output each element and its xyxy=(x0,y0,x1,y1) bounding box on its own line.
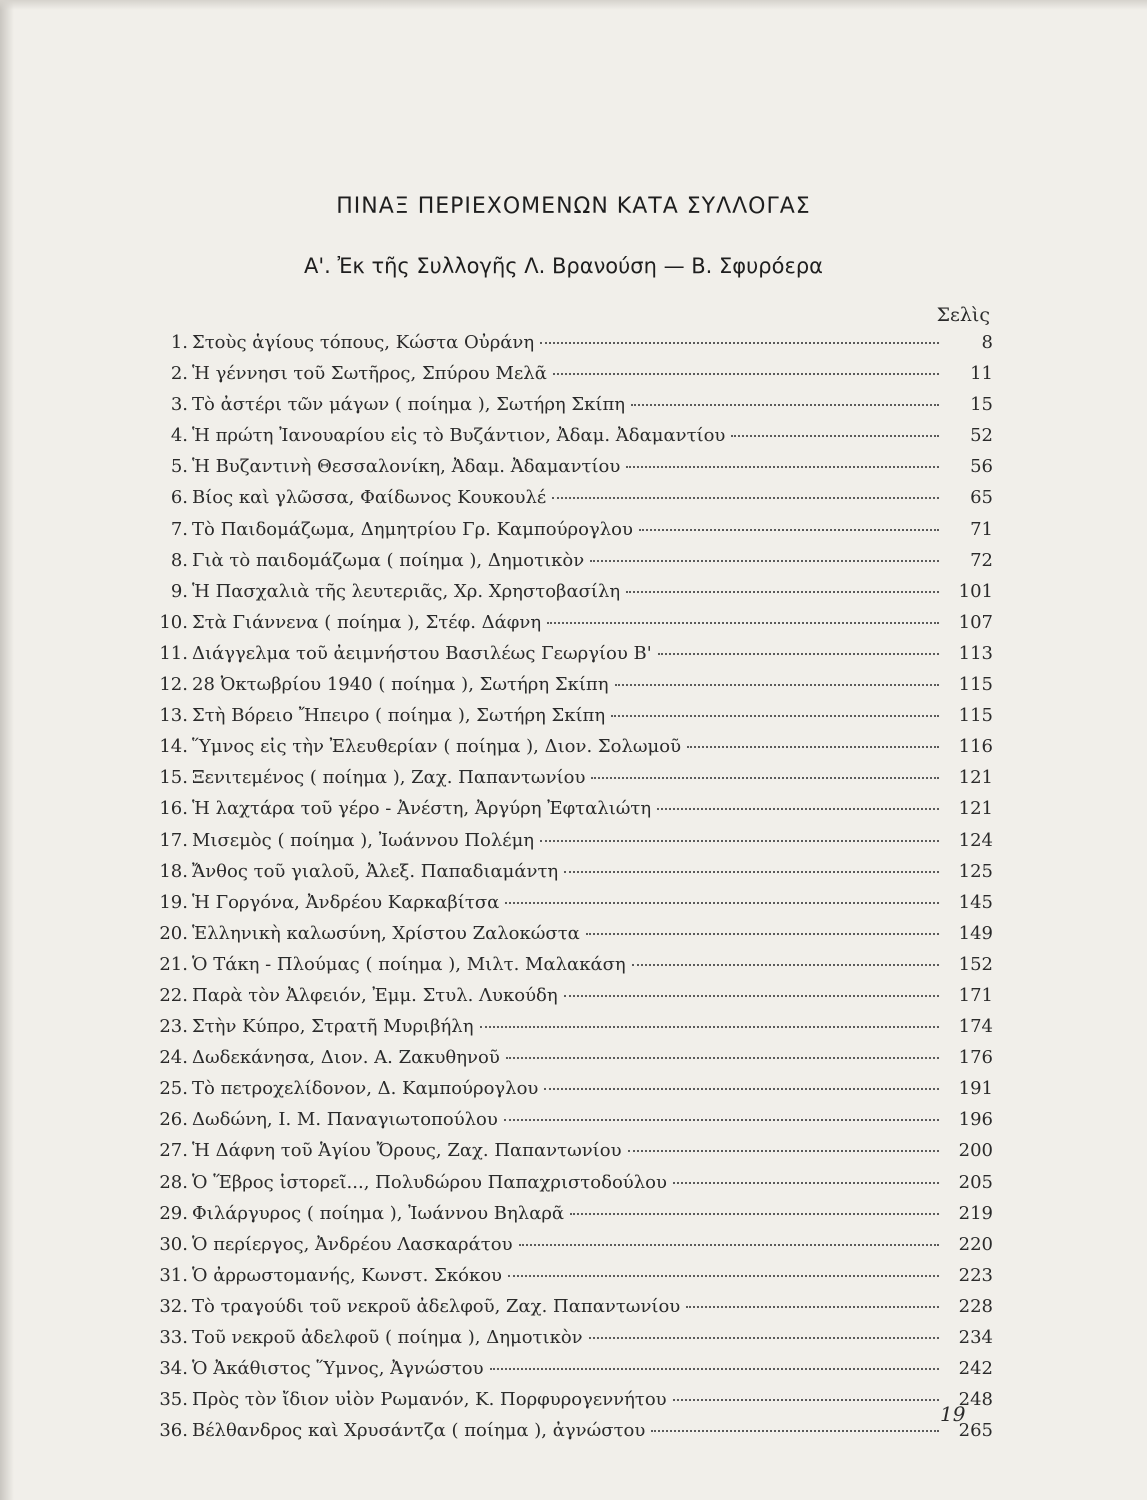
toc-entry-number: 14. xyxy=(159,736,188,758)
toc-entry-page: 265 xyxy=(958,1420,993,1442)
toc-entry-number: 33. xyxy=(159,1327,188,1348)
dot-leader xyxy=(686,1306,939,1308)
page-column-label: Σελὶς xyxy=(936,304,990,326)
toc-entry-number: 1. xyxy=(170,332,188,353)
toc-entry-title: Ὁ ἀρρωστομανής, Κωνστ. Σκόκου xyxy=(192,1264,502,1286)
toc-entry-number: 10. xyxy=(159,611,188,633)
toc-entry-page: 176 xyxy=(958,1047,993,1069)
toc-entry xyxy=(148,425,993,456)
toc-entry xyxy=(148,736,993,767)
toc-entry-number: 22. xyxy=(159,984,188,1006)
toc-entry-number: 15. xyxy=(159,767,188,789)
toc-entry xyxy=(148,1203,993,1234)
toc-entry-number: 29. xyxy=(159,1202,188,1224)
page-number: 19 xyxy=(940,1402,966,1426)
toc-entry-page: 145 xyxy=(958,891,993,913)
toc-entry-title: Γιὰ τὸ παιδομάζωμα ( ποίημα ), Δημοτικὸν xyxy=(192,549,585,571)
toc-entry-number: 36. xyxy=(159,1420,188,1442)
toc-entry-number: 3. xyxy=(170,394,188,416)
toc-entry-page: 115 xyxy=(958,674,993,696)
toc-entry-number: 7. xyxy=(170,518,188,540)
toc-entry xyxy=(148,1358,993,1389)
toc-entry-number: 13. xyxy=(159,705,188,727)
toc-entry xyxy=(148,1047,993,1078)
page-top-shadow xyxy=(0,0,1147,10)
toc-entry-title: Δωδεκάνησα, Διον. Α. Ζακυθηνοῦ xyxy=(192,1047,500,1069)
toc-entry-page: 72 xyxy=(970,549,993,571)
toc-entry-title: Ἡ Βυζαντινὴ Θεσσαλονίκη, Ἀδαμ. Ἀδαμαντίου xyxy=(192,456,621,478)
toc-entry-title: Ὁ Τάκη - Πλούμας ( ποίημα ), Μιλτ. Μαλακάση xyxy=(192,953,626,975)
section-subtitle: Α'. Ἐκ τῆς Συλλογῆς Λ. Βρανούση — Β. Σφυρόερα xyxy=(303,254,823,278)
dot-leader xyxy=(564,995,939,997)
toc-entry xyxy=(148,1016,993,1047)
dot-leader xyxy=(639,529,939,531)
toc-entry xyxy=(148,767,993,798)
toc-entry xyxy=(148,550,993,581)
toc-entry-page: 152 xyxy=(958,953,993,975)
dot-leader xyxy=(506,1057,939,1059)
toc-entry-title: 28 Ὀκτωβρίου 1940 ( ποίημα ), Σωτήρη Σκίπη xyxy=(192,674,609,696)
toc-entry-number: 27. xyxy=(159,1140,188,1162)
toc-entry-title: Στὰ Γιάννενα ( ποίημα ), Στέφ. Δάφνη xyxy=(192,611,542,633)
toc-entry-title: Στὴ Βόρειο Ἤπειρο ( ποίημα ), Σωτήρη Σκίπη xyxy=(192,705,606,727)
dot-leader xyxy=(589,1337,939,1339)
dot-leader xyxy=(651,1430,939,1432)
toc-entry-number: 19. xyxy=(159,891,188,913)
dot-leader xyxy=(570,1213,939,1215)
dot-leader xyxy=(611,715,939,717)
toc-entry-page: 228 xyxy=(958,1295,993,1317)
toc-entry xyxy=(148,1234,993,1265)
toc-entry xyxy=(148,1296,993,1327)
toc-entry-page: 242 xyxy=(958,1358,993,1380)
dot-leader xyxy=(540,840,939,842)
toc-entry-number: 21. xyxy=(159,953,188,975)
toc-entry-title: Στοὺς ἁγίους τόπους, Κώστα Οὐράνη xyxy=(192,332,535,353)
toc-entry-page: 71 xyxy=(970,518,993,540)
toc-entry-page: 107 xyxy=(958,611,993,633)
toc-entry-number: 26. xyxy=(159,1109,188,1131)
toc-entry-page: 124 xyxy=(958,829,993,851)
dot-leader xyxy=(505,902,939,904)
toc-entry xyxy=(148,394,993,425)
toc-entry-page: 115 xyxy=(958,705,993,727)
toc-entry-page: 125 xyxy=(958,860,993,882)
toc-entry-number: 6. xyxy=(170,487,188,509)
dot-leader xyxy=(631,404,939,406)
toc-entry-page: 113 xyxy=(958,642,993,664)
toc-entry xyxy=(148,1140,993,1171)
toc-entry-page: 191 xyxy=(958,1078,993,1100)
table-of-contents xyxy=(148,332,993,1451)
toc-entry xyxy=(148,1078,993,1109)
toc-entry-title: Ὕμνος εἰς τὴν Ἐλευθερίαν ( ποίημα ), Διον. Σολωμοῦ xyxy=(192,736,682,758)
toc-entry-title: Στὴν Κύπρο, Στρατῆ Μυριβήλη xyxy=(192,1016,474,1038)
dot-leader xyxy=(626,466,939,468)
toc-entry-title: Τὸ Παιδομάζωμα, Δημητρίου Γρ. Καμπούρογλου xyxy=(192,518,633,540)
toc-entry xyxy=(148,798,993,829)
toc-entry-title: Ἡ Δάφνη τοῦ Ἁγίου Ὄρους, Ζαχ. Παπαντωνίου xyxy=(192,1140,622,1162)
toc-entry xyxy=(148,581,993,612)
dot-leader xyxy=(547,622,939,624)
dot-leader xyxy=(590,560,939,562)
toc-entry-page: 101 xyxy=(958,580,993,602)
toc-entry xyxy=(148,363,993,394)
toc-entry xyxy=(148,1389,993,1420)
toc-entry-title: Ξενιτεμένος ( ποίημα ), Ζαχ. Παπαντωνίου xyxy=(192,767,586,789)
toc-entry-title: Ἡ Πασχαλιὰ τῆς λευτεριᾶς, Χρ. Χρηστοβασίλη xyxy=(192,580,621,602)
toc-entry xyxy=(148,487,993,518)
toc-entry-page: 234 xyxy=(958,1327,993,1348)
toc-entry xyxy=(148,985,993,1016)
dot-leader xyxy=(626,591,939,593)
toc-entry-number: 17. xyxy=(159,829,188,851)
dot-leader xyxy=(673,1399,939,1401)
toc-entry-number: 34. xyxy=(159,1358,188,1380)
dot-leader xyxy=(615,684,939,686)
toc-entry-page: 121 xyxy=(958,798,993,820)
page-title: ΠΙΝΑΞ ΠΕΡΙΕΧΟΜΕΝΩΝ ΚΑΤΑ ΣΥΛΛΟΓΑΣ xyxy=(336,194,811,219)
toc-entry-number: 31. xyxy=(159,1264,188,1286)
dot-leader xyxy=(552,497,939,499)
toc-entry-page: 65 xyxy=(970,487,993,509)
toc-entry-number: 30. xyxy=(159,1233,188,1255)
toc-entry-title: Βέλθανδρος καὶ Χρυσάντζα ( ποίημα ), ἀγνώστου xyxy=(192,1420,646,1442)
toc-entry-title: Τὸ τραγούδι τοῦ νεκροῦ ἀδελφοῦ, Ζαχ. Παπαντωνίου xyxy=(192,1295,681,1317)
dot-leader xyxy=(657,808,939,810)
toc-entry xyxy=(148,612,993,643)
dot-leader xyxy=(687,746,939,748)
toc-entry-title: Ἡ Γοργόνα, Ἀνδρέου Καρκαβίτσα xyxy=(192,891,500,913)
dot-leader xyxy=(553,373,939,375)
toc-entry xyxy=(148,1420,993,1451)
toc-entry-title: Τοῦ νεκροῦ ἀδελφοῦ ( ποίημα ), Δημοτικὸν xyxy=(192,1327,583,1348)
dot-leader xyxy=(673,1182,939,1184)
toc-entry-title: Παρὰ τὸν Ἀλφειόν, Ἐμμ. Στυλ. Λυκούδη xyxy=(192,984,558,1006)
toc-entry-title: Μισεμὸς ( ποίημα ), Ἰωάννου Πολέμη xyxy=(192,829,535,851)
toc-entry-title: Διάγγελμα τοῦ ἀειμνήστου Βασιλέως Γεωργίου Β' xyxy=(192,642,652,664)
dot-leader xyxy=(508,1275,939,1277)
toc-entry-page: 8 xyxy=(981,332,993,353)
dot-leader xyxy=(564,871,939,873)
toc-entry xyxy=(148,923,993,954)
toc-entry-number: 25. xyxy=(159,1078,188,1100)
toc-entry-page: 205 xyxy=(958,1171,993,1193)
toc-entry-page: 52 xyxy=(970,425,993,447)
toc-entry-number: 24. xyxy=(159,1047,188,1069)
toc-entry-number: 16. xyxy=(159,798,188,820)
toc-entry xyxy=(148,519,993,550)
toc-entry-page: 220 xyxy=(958,1233,993,1255)
toc-entry-page: 196 xyxy=(958,1109,993,1131)
toc-entry-title: Βίος καὶ γλῶσσα, Φαίδωνος Κουκουλέ xyxy=(192,487,547,509)
toc-entry-page: 15 xyxy=(970,394,993,416)
toc-entry-page: 248 xyxy=(958,1389,993,1411)
toc-entry-number: 5. xyxy=(170,456,188,478)
dot-leader xyxy=(632,964,939,966)
toc-entry xyxy=(148,456,993,487)
toc-entry-page: 219 xyxy=(958,1202,993,1224)
toc-entry-page: 174 xyxy=(958,1016,993,1038)
dot-leader xyxy=(480,1026,940,1028)
toc-entry-title: Πρὸς τὸν ἴδιον υἱὸν Ρωμανόν, Κ. Πορφυρογεννήτου xyxy=(192,1389,667,1411)
toc-entry xyxy=(148,674,993,705)
dot-leader xyxy=(658,653,939,655)
toc-entry-title: Ὁ Ἀκάθιστος Ὕμνος, Ἀγνώστου xyxy=(192,1358,484,1380)
toc-entry xyxy=(148,1265,993,1296)
toc-entry xyxy=(148,861,993,892)
toc-entry xyxy=(148,892,993,923)
toc-entry-title: Ὁ Ἕβρος ἱστορεῖ..., Πολυδώρου Παπαχριστοδούλου xyxy=(192,1171,667,1193)
page-edge-shadow xyxy=(0,0,14,1500)
toc-entry-number: 8. xyxy=(170,549,188,571)
toc-entry-number: 11. xyxy=(159,642,188,664)
toc-entry xyxy=(148,1327,993,1358)
dot-leader xyxy=(490,1368,939,1370)
toc-entry-title: Ἡ λαχτάρα τοῦ γέρο - Ἀνέστη, Ἀργύρη Ἐφταλιώτη xyxy=(192,798,652,820)
dot-leader xyxy=(519,1244,939,1246)
toc-entry xyxy=(148,1109,993,1140)
toc-entry-page: 116 xyxy=(958,736,993,758)
toc-entry-title: Δωδώνη, Ι. Μ. Παναγιωτοπούλου xyxy=(192,1109,498,1131)
toc-entry-page: 11 xyxy=(970,363,993,385)
toc-entry-page: 171 xyxy=(958,984,993,1006)
toc-entry-page: 223 xyxy=(958,1264,993,1286)
toc-entry-page: 200 xyxy=(958,1140,993,1162)
toc-entry-number: 4. xyxy=(170,425,188,447)
toc-entry-number: 18. xyxy=(159,860,188,882)
toc-entry xyxy=(148,705,993,736)
toc-entry-number: 35. xyxy=(159,1389,188,1411)
toc-entry xyxy=(148,830,993,861)
toc-entry-page: 121 xyxy=(958,767,993,789)
toc-entry-number: 2. xyxy=(170,363,188,385)
toc-entry-title: Φιλάργυρος ( ποίημα ), Ἰωάννου Βηλαρᾶ xyxy=(192,1202,565,1224)
toc-entry-title: Ἑλληνικὴ καλωσύνη, Χρίστου Ζαλοκώστα xyxy=(192,922,580,944)
toc-entry-page: 56 xyxy=(970,456,993,478)
toc-entry-title: Ἡ πρώτη Ἰανουαρίου εἰς τὸ Βυζάντιον, Ἀδαμ. Ἀδαμαντίου xyxy=(192,425,726,447)
toc-entry-number: 32. xyxy=(159,1295,188,1317)
toc-entry-number: 23. xyxy=(159,1016,188,1038)
toc-entry xyxy=(148,332,993,363)
toc-entry-number: 9. xyxy=(170,580,188,602)
dot-leader xyxy=(731,435,939,437)
toc-entry-title: Ἄνθος τοῦ γιαλοῦ, Ἀλεξ. Παπαδιαμάντη xyxy=(192,860,559,882)
toc-entry-page: 149 xyxy=(958,922,993,944)
dot-leader xyxy=(586,933,939,935)
dot-leader xyxy=(540,342,939,344)
toc-entry xyxy=(148,1172,993,1203)
toc-entry xyxy=(148,954,993,985)
toc-entry-number: 28. xyxy=(159,1171,188,1193)
toc-entry-title: Τὸ ἀστέρι τῶν μάγων ( ποίημα ), Σωτήρη Σκίπη xyxy=(192,394,626,416)
toc-entry-title: Ἡ γέννησι τοῦ Σωτῆρος, Σπύρου Μελᾶ xyxy=(192,363,547,385)
dot-leader xyxy=(504,1119,939,1121)
dot-leader xyxy=(628,1150,939,1152)
toc-entry xyxy=(148,643,993,674)
toc-entry-number: 12. xyxy=(159,674,188,696)
dot-leader xyxy=(544,1088,939,1090)
toc-entry-title: Τὸ πετροχελίδονον, Δ. Καμπούρογλου xyxy=(192,1078,539,1100)
dot-leader xyxy=(591,777,939,779)
toc-entry-number: 20. xyxy=(159,922,188,944)
toc-entry-title: Ὁ περίεργος, Ἀνδρέου Λασκαράτου xyxy=(192,1233,513,1255)
